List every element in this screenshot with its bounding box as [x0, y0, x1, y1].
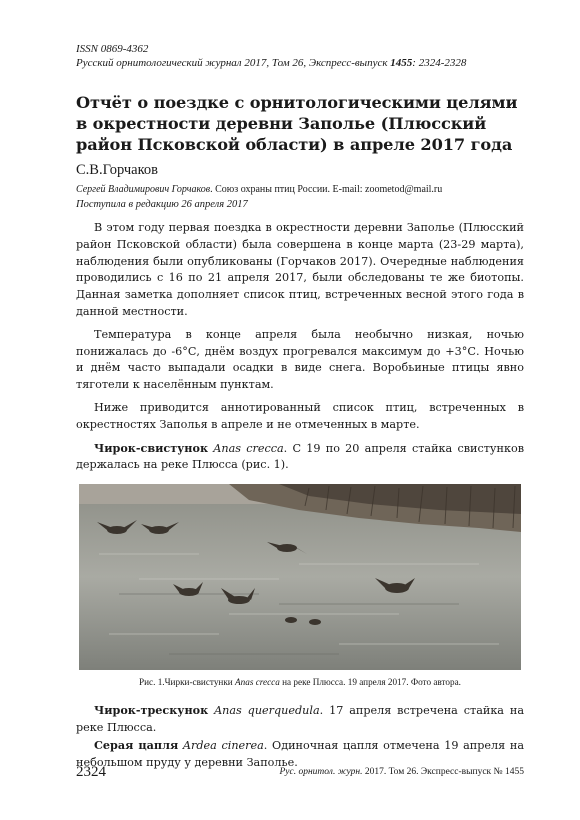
footer-journal-issue: 2017. Том 26. Экспресс-выпуск № 1455 — [362, 767, 524, 777]
species-latin: Anas querquedula — [214, 704, 320, 718]
footer-journal — [279, 767, 524, 777]
article-page — [76, 42, 524, 771]
paragraph: Температура в конце апреля была необычно низкая, ночью понижалась до -6°С, днём воздух прогревался максимум до +3°С. Ночью и днём часто выпадали осадки в виде снега. Воробьиные птицы явно тяготели к населённым пунктам. — [76, 327, 524, 392]
species-name: Чирок-трескунок — [94, 703, 209, 718]
footer-journal-abbr: Рус. орнитол. журн. — [279, 767, 363, 777]
author-full-name: Сергей Владимирович Горчаков — [76, 184, 211, 195]
affiliation-details: . Союз охраны птиц России. E-mail: zoometod@mail.ru — [210, 184, 443, 195]
paragraph: Ниже приводится аннотированный список птиц, встреченных в окрестностях Заполья в апреле и не отмеченных в марте. — [76, 400, 524, 431]
species-text: . 17 апреля встречена стайка на реке Плюсса. — [76, 704, 524, 734]
species-name: Серая цапля — [94, 737, 179, 752]
species-latin: Anas crecca — [213, 441, 284, 455]
page-range: : 2324-2328 — [412, 57, 467, 69]
issn: ISSN 0869-4362 — [76, 43, 149, 55]
article-body — [76, 220, 524, 474]
received-date: Поступила в редакцию 26 апреля 2017 — [76, 199, 248, 210]
species-text: . С 19 по 20 апреля стайка свистунков держалась на реке Плюсса (рис. 1). — [76, 441, 525, 472]
caption-text: Рис. 1.Чирки-свистунки — [139, 677, 236, 688]
journal-name: Русский орнитологический журнал 2017, Том 26, Экспресс-выпуск — [76, 57, 391, 69]
journal-citation — [76, 56, 524, 70]
species-entry — [76, 440, 524, 475]
figure-photo — [79, 484, 521, 670]
caption-credit: на реке Плюсса. 19 апреля 2017. Фото автора. — [279, 677, 461, 688]
page-number: 2324 — [76, 764, 106, 780]
article-title: Отчёт о поездке с орнитологическими целями в окрестности деревни Заполье (Плюсский район Псковской области) в апреле 2017 года — [76, 93, 518, 154]
author-name: С.В.Горчаков — [76, 162, 158, 178]
caption-latin: Anas crecca — [235, 677, 280, 688]
author-affiliation — [76, 183, 524, 197]
journal-header — [76, 42, 524, 70]
species-text: . Одиночная цапля отмечена 19 апреля на небольшом пруду у деревни Заполье. — [76, 738, 525, 769]
paragraph: В этом году первая поездка в окрестности деревни Заполье (Плюсский район Псковской области) была совершена в конце марта (23-29 марта), наблюдения были опубликованы (Горчаков 2017). Очередные наблюдения проводились с 16 по 21 апреля 2017, были обследованы те же биотопы. Данная заметка дополняет список птиц, встреченных весной этого года в данной местности. — [76, 221, 524, 318]
species-latin: Ardea cinerea — [182, 738, 264, 752]
page-footer — [76, 764, 524, 782]
species-entry — [76, 702, 524, 737]
article-body-continued — [76, 702, 524, 771]
figure-caption — [76, 676, 524, 688]
issue-number: 1455 — [390, 57, 413, 69]
species-name: Чирок-свистунок — [94, 440, 209, 455]
